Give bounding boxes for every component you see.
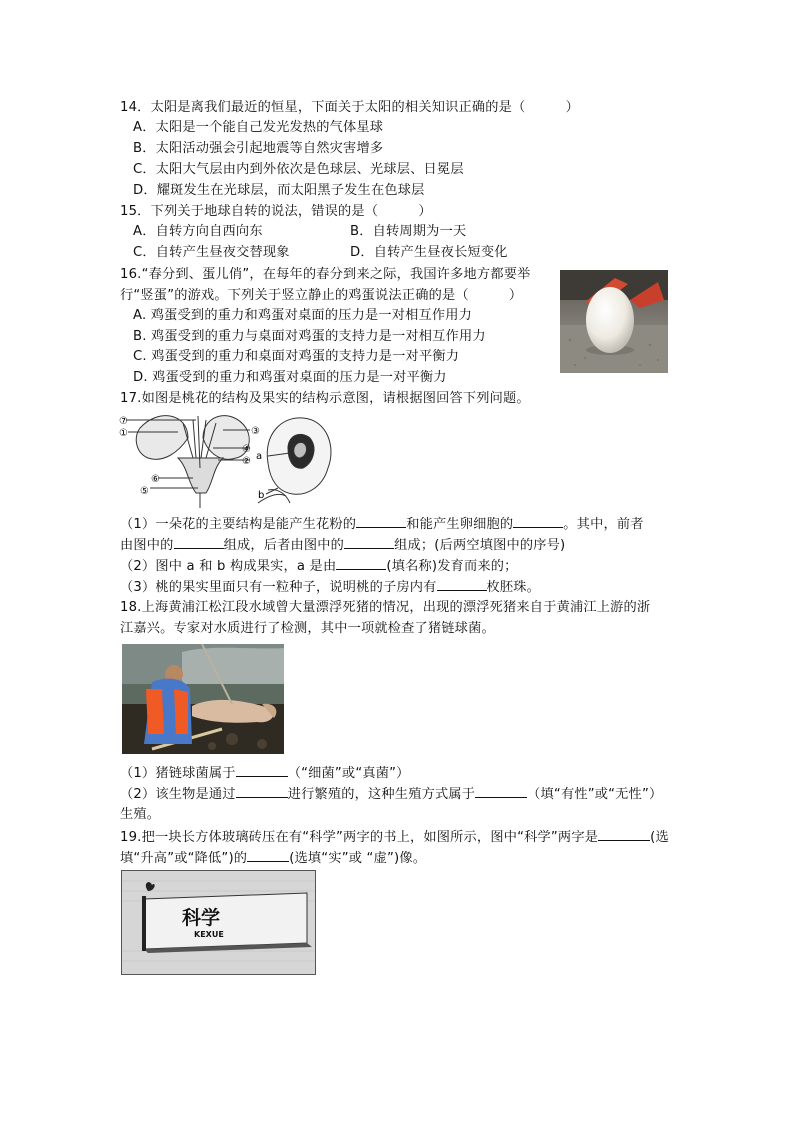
q17-part1-line2: 由图中的 组成，后者由图中的 组成；(后两空填图中的序号) [120, 535, 565, 555]
answer-blank[interactable] [356, 514, 406, 528]
glass-brick-photo [121, 870, 316, 975]
q15-option-a: A．自转方向自西向东 [133, 224, 263, 239]
fig-label-b: b [258, 490, 265, 501]
fig-label-5: ⑤ [140, 486, 149, 497]
q16-stem-line2: 行“竖蛋”的游戏。下列关于竖立静止的鸡蛋说法正确的是（ ） [120, 288, 523, 303]
q18-part2-line2: 生殖。 [120, 807, 161, 822]
q17-stem: 17.如图是桃花的结构及果实的结构示意图，请根据图回答下列问题。 [120, 391, 530, 406]
q14-option-b: B．太阳活动强会引起地震等自然灾害增多 [133, 141, 384, 156]
q14-option-d: D．耀斑发生在光球层，而太阳黑子发生在色球层 [133, 183, 425, 198]
q19-stem-line1: 19.把一块长方体玻璃砖压在有“科学”两字的书上，如图所示，图中“科学”两字是 (选 [120, 827, 669, 847]
fig-label-3: ③ [251, 426, 260, 437]
q14-stem: 14．太阳是离我们最近的恒星，下面关于太阳的相关知识正确的是（ ） [120, 100, 579, 115]
fig-label-1a: ① [119, 428, 128, 439]
q17-part1-line1: （1）一朵花的主要结构是能产生花粉的 和能产生卵细胞的 。其中，前者 [120, 514, 644, 534]
egg-photo [560, 270, 668, 373]
fig-label-2: ② [242, 456, 251, 467]
fig-label-4: ④ [242, 444, 251, 455]
answer-blank[interactable] [513, 514, 563, 528]
q18-stem-line1: 18.上海黄浦江松江段水域曾大量漂浮死猪的情况，出现的漂浮死猪来自于黄浦江上游的浙 [120, 600, 651, 615]
q18-part2-line1: （2）该生物是通过 进行繁殖的，这种生殖方式属于 （填“有性”或“无性”） [120, 784, 662, 804]
fig-label-6: ⑥ [151, 474, 160, 485]
q14-option-c: C．太阳大气层由内到外依次是色球层、光球层、日冕层 [133, 162, 464, 177]
answer-blank[interactable] [247, 848, 289, 862]
answer-blank[interactable] [336, 556, 386, 570]
q15-option-c: C．自转产生昼夜交替现象 [133, 245, 290, 260]
q15-stem: 15．下列关于地球自转的说法，错误的是（ ） [120, 204, 432, 219]
fig-label-7: ⑦ [119, 416, 128, 427]
answer-blank[interactable] [475, 784, 527, 798]
answer-blank[interactable] [174, 535, 224, 549]
q17-part3: （3）桃的果实里面只有一粒种子，说明桃的子房内有 枚胚珠。 [120, 577, 540, 597]
q19-stem-line2: 填“升高”或“降低”)的 (选填“实”或 “虚”)像。 [120, 848, 426, 868]
fig-label-a: a [256, 451, 263, 462]
q15-option-d: D．自转产生昼夜长短变化 [350, 245, 508, 260]
q17-part2: （2）图中 a 和 b 构成果实，a 是由 (填名称)发育而来的； [120, 556, 518, 576]
answer-blank[interactable] [598, 827, 650, 841]
answer-blank[interactable] [344, 535, 394, 549]
q16-stem-line1: 16.“春分到、蛋儿俏”，在每年的春分到来之际，我国许多地方都要举 [120, 267, 531, 282]
q15-option-b: B．自转周期为一天 [350, 224, 467, 239]
glass-brick-subtext: KEXUE [194, 930, 224, 939]
q16-option-d: D. 鸡蛋受到的重力和鸡蛋对桌面的压力是一对平衡力 [133, 370, 447, 385]
q16-option-c: C. 鸡蛋受到的重力和桌面对鸡蛋的支持力是一对平衡力 [133, 349, 460, 364]
answer-blank[interactable] [236, 784, 288, 798]
q16-option-b: B. 鸡蛋受到的重力与桌面对鸡蛋的支持力是一对相互作用力 [133, 329, 486, 344]
river-cleanup-photo [122, 644, 284, 754]
q18-stem-line2: 江嘉兴。专家对水质进行了检测，其中一项就检查了猪链球菌。 [120, 621, 495, 636]
answer-blank[interactable] [236, 763, 288, 777]
glass-brick-text: 科学 [182, 907, 221, 929]
answer-blank[interactable] [437, 577, 487, 591]
q18-part1: （1）猪链球菌属于 （“细菌”或“真菌”） [120, 763, 410, 783]
q14-option-a: A．太阳是一个能自己发光发热的气体星球 [133, 120, 384, 135]
peach-flower-diagram [118, 408, 338, 513]
q16-option-a: A. 鸡蛋受到的重力和鸡蛋对桌面的压力是一对相互作用力 [133, 308, 473, 323]
